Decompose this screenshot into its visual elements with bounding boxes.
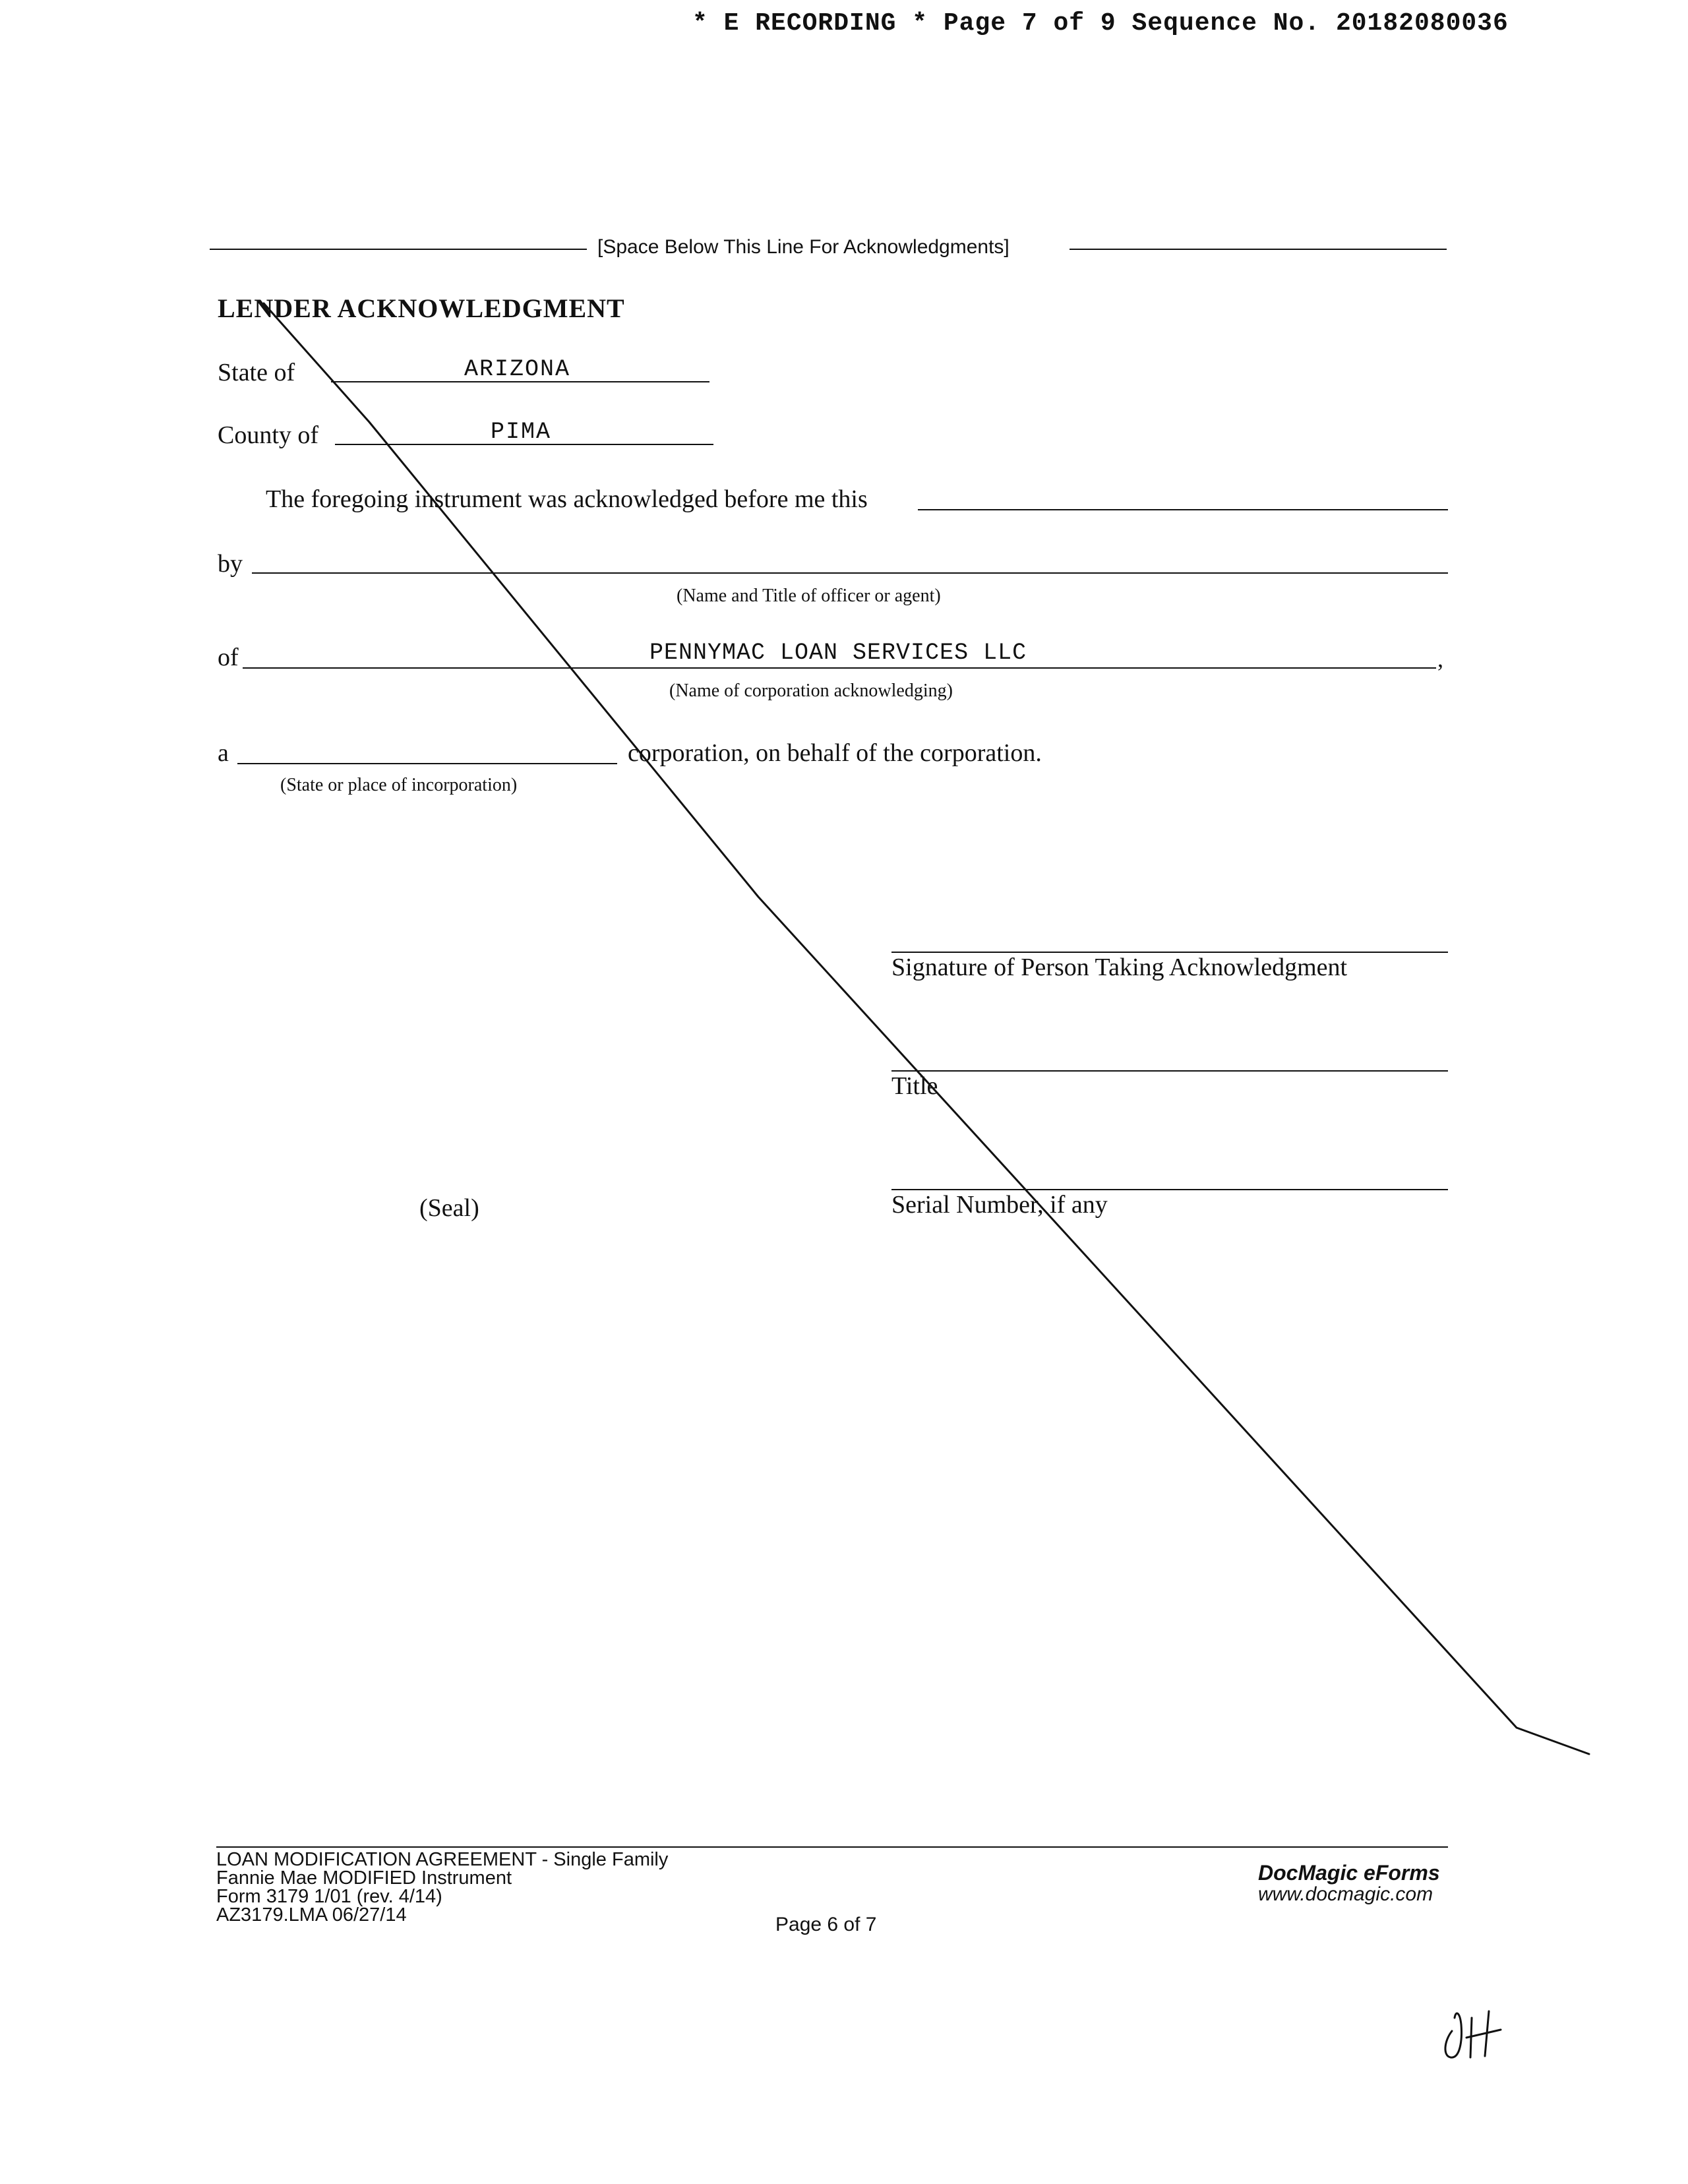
a-label: a [218,739,229,767]
of-comma: , [1437,646,1443,672]
signature-label: Signature of Person Taking Acknowledgment [891,954,1348,981]
footer-line-1: LOAN MODIFICATION AGREEMENT - Single Family [216,1849,669,1870]
by-label: by [218,550,243,578]
incorporation-caption: (State or place of incorporation) [280,775,518,795]
by-caption: (Name and Title of officer or agent) [677,586,941,606]
corporation-behalf-text: corporation, on behalf of the corporation. [628,739,1042,767]
of-label: of [218,644,239,671]
state-label: State of [218,359,295,386]
separator-label: [Space Below This Line For Acknowledgments] [597,236,1010,258]
of-caption: (Name of corporation acknowledging) [669,681,953,701]
state-value: ARIZONA [464,356,571,382]
recording-header: * E RECORDING * Page 7 of 9 Sequence No. 20182080036 [692,9,1509,38]
foregoing-statement: The foregoing instrument was acknowledged before me this [266,485,868,513]
docmagic-logo: DocMagic eForms [1258,1861,1440,1885]
serial-number-label: Serial Number, if any [891,1191,1108,1219]
footer-line-3: Form 3179 1/01 (rev. 4/14) [216,1886,442,1907]
corporation-name-value: PENNYMAC LOAN SERVICES LLC [649,640,1027,666]
footer-rule [216,1846,1448,1848]
acknowledgment-title: LENDER ACKNOWLEDGMENT [218,293,625,323]
handwritten-initials [1437,2005,1517,2064]
footer-line-4: AZ3179.LMA 06/27/14 [216,1904,407,1926]
title-label: Title [891,1072,938,1100]
county-value: PIMA [491,419,552,445]
footer-form-info [216,1850,668,1924]
seal-label: (Seal) [419,1194,479,1222]
footer-page-number: Page 6 of 7 [775,1914,877,1935]
county-label: County of [218,421,319,449]
docmagic-url: www.docmagic.com [1258,1883,1433,1905]
footer-line-2: Fannie Mae MODIFIED Instrument [216,1867,512,1889]
